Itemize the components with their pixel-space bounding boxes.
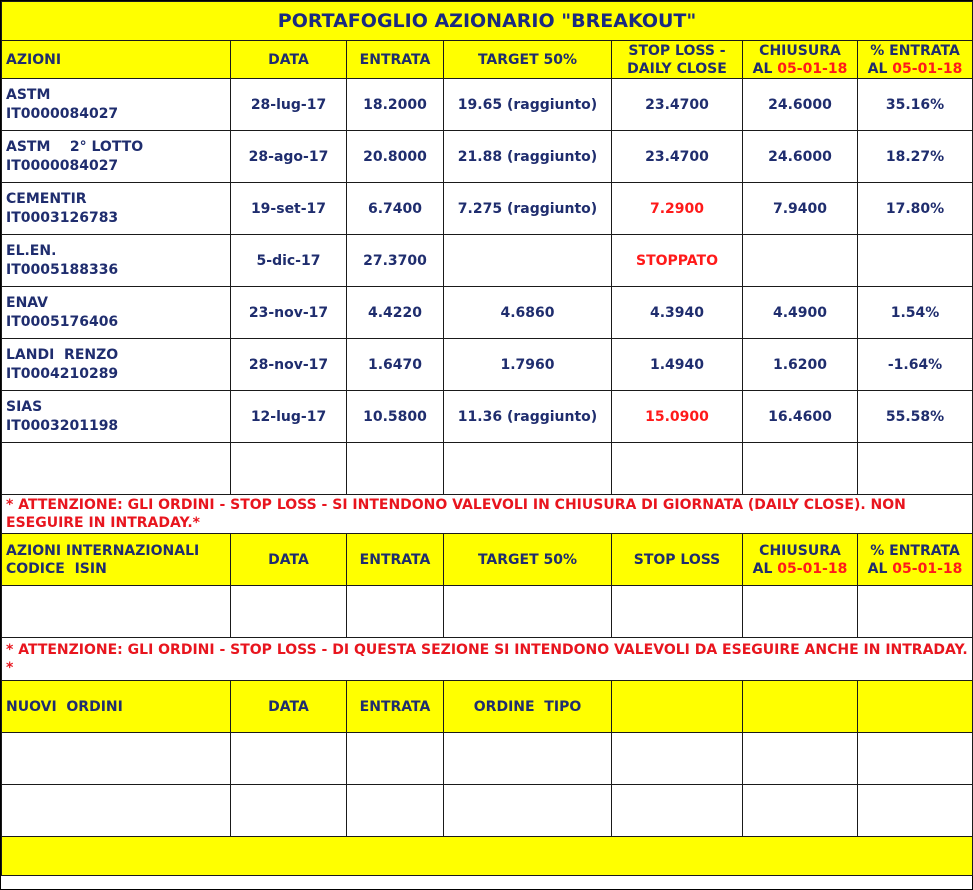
header-pct-line1: % ENTRATA	[870, 542, 960, 559]
cell-chiusura: 16.4600	[743, 391, 858, 443]
header-chiusura-line1: CHIUSURA	[759, 42, 841, 59]
stock-name: ENAV	[6, 294, 48, 311]
cell-entrata: 27.3700	[347, 235, 444, 287]
header-entrata: ENTRATA	[347, 41, 444, 79]
cell-target: 1.7960	[444, 339, 612, 391]
empty-row	[2, 586, 973, 638]
header-chiusura	[743, 41, 858, 79]
section1-header-row	[2, 41, 973, 79]
section2-header-row	[2, 534, 973, 586]
cell-entrata: 10.5800	[347, 391, 444, 443]
stock-name: EL.EN.	[6, 242, 57, 259]
header-azioni-intl-line2: CODICE ISIN	[6, 560, 107, 577]
section2-warning: * ATTENZIONE: GLI ORDINI - STOP LOSS - DI QUESTA SEZIONE SI INTENDONO VALEVOLI DA ESEGUIRE ANCHE IN INTRADAY. *	[2, 638, 973, 681]
page-title: PORTAFOGLIO AZIONARIO "BREAKOUT"	[2, 2, 973, 41]
cell-target: 19.65 (raggiunto)	[444, 79, 612, 131]
header-chiusura-al: AL	[752, 560, 778, 577]
header-target: TARGET 50%	[444, 41, 612, 79]
header-chiusura-line1: CHIUSURA	[759, 542, 841, 559]
header-pct-entrata	[858, 534, 973, 586]
header-chiusura-al: AL	[752, 60, 778, 77]
cell-data: 23-nov-17	[231, 287, 347, 339]
stock-name: ASTM	[6, 86, 51, 103]
stock-name: SIAS	[6, 398, 43, 415]
header-pct-al: AL	[867, 560, 893, 577]
cell-data: 28-ago-17	[231, 131, 347, 183]
header-stop-loss	[612, 41, 743, 79]
cell-stop: 23.4700	[612, 131, 743, 183]
cell-stop: 23.4700	[612, 79, 743, 131]
cell-data: 19-set-17	[231, 183, 347, 235]
header-pct-line1: % ENTRATA	[870, 42, 960, 59]
cell-entrata: 6.7400	[347, 183, 444, 235]
cell-stop: 7.2900	[612, 183, 743, 235]
table-row	[2, 287, 973, 339]
cell-entrata: 4.4220	[347, 287, 444, 339]
header-entrata: ENTRATA	[347, 681, 444, 733]
section3-header-row	[2, 681, 973, 733]
header-stop-line2: DAILY CLOSE	[627, 60, 727, 77]
header-chiusura-date: 05-01-18	[777, 560, 848, 577]
cell-chiusura: 24.6000	[743, 79, 858, 131]
portfolio-table	[1, 1, 973, 876]
header-data: DATA	[231, 534, 347, 586]
cell-stop: 4.3940	[612, 287, 743, 339]
cell-target: 4.6860	[444, 287, 612, 339]
stock-isin: IT0005176406	[6, 313, 119, 330]
header-empty	[858, 681, 973, 733]
stock-name: ASTM 2° LOTTO	[6, 138, 144, 155]
stock-isin: IT0005188336	[6, 261, 119, 278]
cell-target: 21.88 (raggiunto)	[444, 131, 612, 183]
cell-chiusura: 4.4900	[743, 287, 858, 339]
cell-pct	[858, 235, 973, 287]
header-stop-line1: STOP LOSS -	[628, 42, 726, 59]
table-row	[2, 183, 973, 235]
cell-stop: STOPPATO	[612, 235, 743, 287]
table-row	[2, 339, 973, 391]
stock-isin: IT0004210289	[6, 365, 119, 382]
stock-name: CEMENTIR	[6, 190, 87, 207]
header-empty	[743, 681, 858, 733]
section1-warning: * ATTENZIONE: GLI ORDINI - STOP LOSS - SI INTENDONO VALEVOLI IN CHIUSURA DI GIORNATA (DAILY CLOSE). NON ESEGUIRE IN INTRADAY.*	[2, 495, 973, 534]
header-entrata: ENTRATA	[347, 534, 444, 586]
header-empty	[612, 681, 743, 733]
header-data: DATA	[231, 41, 347, 79]
cell-data: 5-dic-17	[231, 235, 347, 287]
header-azioni-intl-line1: AZIONI INTERNAZIONALI	[6, 542, 200, 559]
header-target: TARGET 50%	[444, 534, 612, 586]
header-pct-al: AL	[867, 60, 893, 77]
cell-data: 12-lug-17	[231, 391, 347, 443]
cell-entrata: 18.2000	[347, 79, 444, 131]
header-nuovi-ordini: NUOVI ORDINI	[2, 681, 231, 733]
cell-target: 7.275 (raggiunto)	[444, 183, 612, 235]
cell-pct: 18.27%	[858, 131, 973, 183]
cell-data: 28-lug-17	[231, 79, 347, 131]
header-data: DATA	[231, 681, 347, 733]
empty-row	[2, 785, 973, 837]
cell-target	[444, 235, 612, 287]
cell-entrata: 20.8000	[347, 131, 444, 183]
table-row	[2, 131, 973, 183]
cell-pct: 17.80%	[858, 183, 973, 235]
cell-entrata: 1.6470	[347, 339, 444, 391]
table-row	[2, 235, 973, 287]
cell-pct: 1.54%	[858, 287, 973, 339]
header-pct-date: 05-01-18	[892, 60, 963, 77]
stock-isin: IT0000084027	[6, 157, 119, 174]
stock-isin: IT0000084027	[6, 105, 119, 122]
header-stop-loss: STOP LOSS	[612, 534, 743, 586]
cell-data: 28-nov-17	[231, 339, 347, 391]
header-ordine-tipo: ORDINE TIPO	[444, 681, 612, 733]
header-azioni-internazionali	[2, 534, 231, 586]
header-chiusura	[743, 534, 858, 586]
empty-row	[2, 443, 973, 495]
cell-chiusura: 24.6000	[743, 131, 858, 183]
stock-isin: IT0003126783	[6, 209, 119, 226]
cell-chiusura	[743, 235, 858, 287]
header-pct-entrata	[858, 41, 973, 79]
cell-chiusura: 1.6200	[743, 339, 858, 391]
header-chiusura-date: 05-01-18	[777, 60, 848, 77]
cell-target: 11.36 (raggiunto)	[444, 391, 612, 443]
cell-pct: -1.64%	[858, 339, 973, 391]
header-pct-date: 05-01-18	[892, 560, 963, 577]
cell-chiusura: 7.9400	[743, 183, 858, 235]
cell-stop: 1.4940	[612, 339, 743, 391]
cell-stop: 15.0900	[612, 391, 743, 443]
empty-row	[2, 733, 973, 785]
table-row	[2, 79, 973, 131]
header-azioni: AZIONI	[2, 41, 231, 79]
cell-pct: 35.16%	[858, 79, 973, 131]
stock-name: LANDI RENZO	[6, 346, 119, 363]
stock-isin: IT0003201198	[6, 417, 119, 434]
table-row	[2, 391, 973, 443]
cell-pct: 55.58%	[858, 391, 973, 443]
footer-bar	[2, 837, 973, 876]
